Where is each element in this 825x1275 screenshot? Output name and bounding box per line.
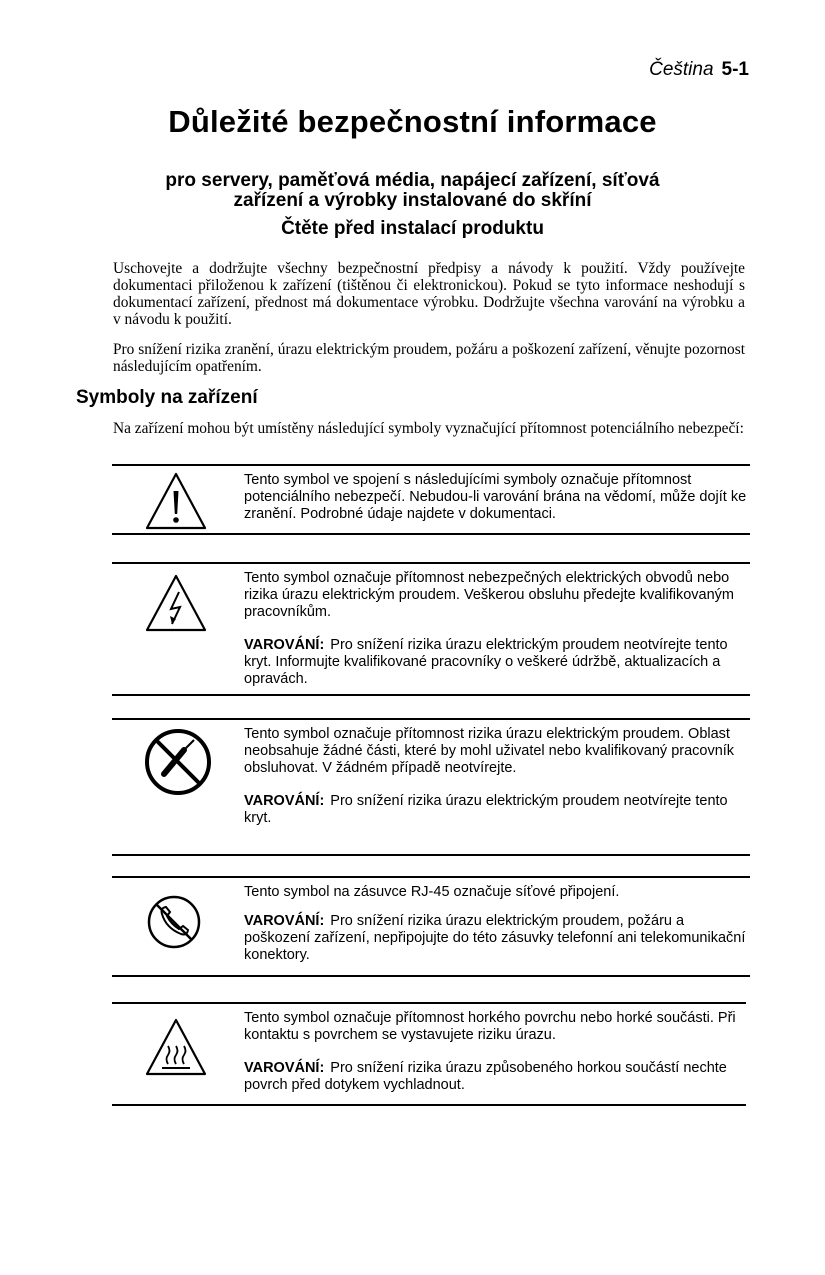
section-heading-symbols: Symboly na zařízení bbox=[76, 387, 258, 408]
no-user-serviceable-parts-icon bbox=[144, 728, 208, 792]
symbol-description bbox=[244, 1010, 750, 1094]
symbol-warning bbox=[244, 1060, 750, 1094]
symbol-description bbox=[244, 570, 750, 688]
symbol-row bbox=[112, 718, 750, 856]
symbol-row bbox=[112, 562, 750, 696]
symbol-text: Tento symbol ve spojení s následujícími symboly označuje přítomnost potenciálního nebezpečí. Nebudou-li varování brána na vědomí, může dojít ke zranění. Podrobné údaje najdete v dokumentaci. bbox=[244, 472, 747, 522]
electrical-hazard-icon bbox=[144, 572, 208, 636]
symbol-description bbox=[244, 472, 750, 523]
symbol-warning bbox=[244, 913, 750, 964]
hot-surface-icon bbox=[144, 1016, 208, 1080]
warning-label: VAROVÁNÍ: bbox=[244, 1060, 325, 1076]
page-subtitle bbox=[120, 171, 705, 211]
no-telephone-icon bbox=[144, 892, 208, 956]
symbol-text: Tento symbol na zásuvce RJ-45 označuje síťové připojení. bbox=[244, 884, 620, 900]
page-title: Důležité bezpečnostní informace bbox=[168, 104, 657, 139]
symbol-description bbox=[244, 726, 750, 827]
symbol-row bbox=[112, 1002, 746, 1106]
symbol-warning bbox=[244, 793, 750, 827]
intro-paragraph-2: Pro snížení rizika zranění, úrazu elektrickým proudem, požáru a poškození zařízení, věnujte pozornost následujícím opatřením. bbox=[113, 341, 745, 375]
symbol-text: Tento symbol označuje přítomnost horkého povrchu nebo horké součásti. Při kontaktu s povrchem se vystavujete riziku úrazu. bbox=[244, 1010, 736, 1043]
symbol-description bbox=[244, 884, 750, 964]
warning-label: VAROVÁNÍ: bbox=[244, 793, 325, 809]
running-header bbox=[649, 59, 749, 81]
warning-text: Pro snížení rizika úrazu elektrickým proudem neotvírejte tento kryt. bbox=[244, 793, 728, 826]
subtitle-line-2: zařízení a výrobky instalované do skříní bbox=[233, 190, 592, 211]
intro-paragraph-1: Uschovejte a dodržujte všechny bezpečnostní předpisy a návody k použití. Vždy používejte dokumentaci přiloženou k zařízení (tištěnou či elektronickou). Pokud se tyto informace neshodují s dokumentací zařízení, přednost má dokumentace výrobku. Dodržujte všechna varování na výrobku a v návodu k použití. bbox=[113, 260, 745, 328]
symbol-text: Tento symbol označuje přítomnost nebezpečných elektrických obvodů nebo rizika úrazu elektrickým proudem. Veškerou obsluhu předejte kvalifikovaným pracovníkům. bbox=[244, 570, 734, 620]
symbol-row bbox=[112, 464, 750, 535]
header-language: Čeština bbox=[649, 59, 714, 80]
warning-label: VAROVÁNÍ: bbox=[244, 637, 325, 653]
warning-label: VAROVÁNÍ: bbox=[244, 913, 325, 929]
subtitle-line-1: pro servery, paměťová média, napájecí zařízení, síťová bbox=[165, 170, 660, 191]
read-first-heading: Čtěte před instalací produktu bbox=[281, 218, 544, 239]
symbol-row bbox=[112, 876, 750, 977]
warning-text: Pro snížení rizika úrazu způsobeného horkou součástí nechte povrch před dotykem vychladnout. bbox=[244, 1060, 727, 1093]
warning-text: Pro snížení rizika úrazu elektrickým proudem neotvírejte tento kryt. Informujte kvalifikované pracovníky o veškeré údržbě, aktualizacích a opravách. bbox=[244, 637, 728, 687]
symbol-warning bbox=[244, 637, 750, 688]
page-number: 5-1 bbox=[721, 59, 749, 80]
symbol-text: Tento symbol označuje přítomnost rizika úrazu elektrickým proudem. Oblast neobsahuje žádné části, které by mohl uživatel nebo kvalifikovaný pracovník obsluhovat. V žádném případě neotvírejte. bbox=[244, 726, 735, 776]
symbols-intro-paragraph: Na zařízení mohou být umístěny následující symboly vyznačující přítomnost potenciálního nebezpečí: bbox=[113, 420, 744, 437]
warning-text: Pro snížení rizika úrazu elektrickým proudem, požáru a poškození zařízení, nepřipojujte do této zásuvky telefonní ani telekomunikační konektory. bbox=[244, 913, 746, 963]
warning-triangle-icon bbox=[144, 470, 208, 534]
